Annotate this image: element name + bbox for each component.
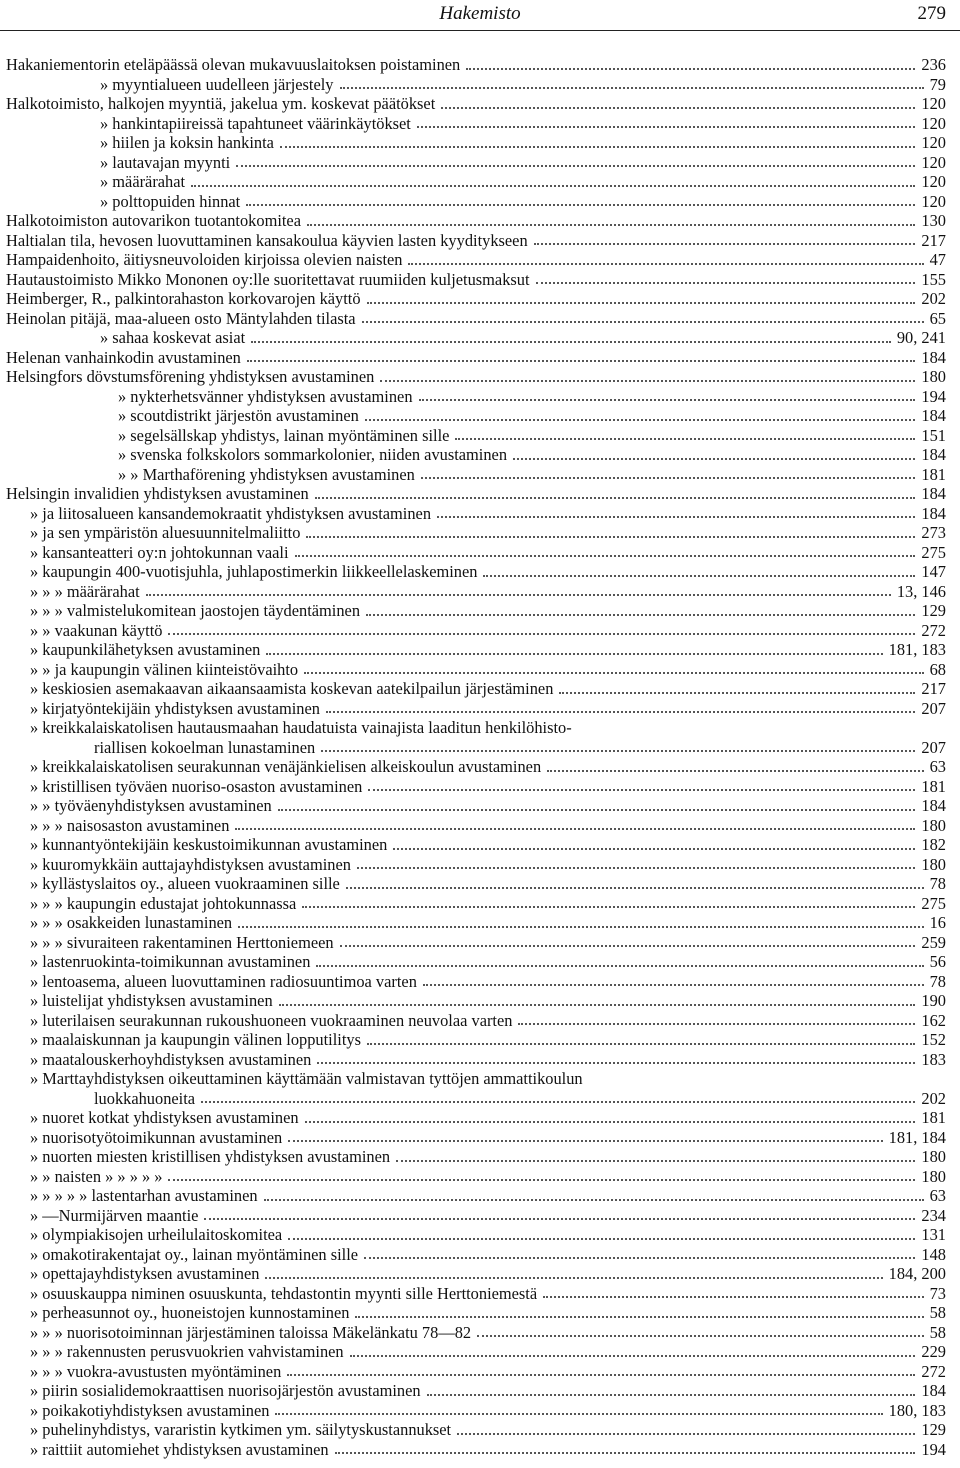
entry-page-ref: 181, 183 xyxy=(888,640,946,659)
entry-page-ref: 217 xyxy=(921,679,946,698)
entry-page-ref: 184, 200 xyxy=(888,1264,946,1283)
entry-page-ref: 217 xyxy=(921,230,946,250)
entry-text: » määrärahat xyxy=(100,172,186,191)
entry-text: » » » vuokra-avustusten myöntäminen xyxy=(30,1361,282,1381)
entry-page-ref: 120 xyxy=(921,152,946,172)
index-entry xyxy=(0,250,960,270)
leader-dots xyxy=(247,360,915,362)
leader-dots xyxy=(427,1394,915,1396)
leader-dots xyxy=(366,614,915,616)
entry-page-ref: 194 xyxy=(921,386,946,406)
index-entry xyxy=(0,933,960,953)
entry-page-ref: 120 xyxy=(921,191,946,211)
index-entry xyxy=(0,1323,960,1343)
entry-page-ref: 78 xyxy=(929,874,946,893)
index-entry xyxy=(0,640,960,660)
entry-page-ref: 180 xyxy=(921,854,946,874)
entry-text: » » » sivuraiteen rakentaminen Herttoniemeen xyxy=(30,932,334,952)
entry-text: » Marttayhdistyksen oikeuttaminen käyttämään valmistavan tyttöjen ammattikoulun xyxy=(30,1069,583,1088)
entry-page-ref: 63 xyxy=(929,1186,946,1205)
leader-dots xyxy=(340,87,925,89)
index-entry xyxy=(0,1147,960,1167)
leader-dots xyxy=(362,321,924,323)
entry-page-ref: 194 xyxy=(921,1439,946,1459)
leader-dots xyxy=(534,243,915,245)
leader-dots xyxy=(441,107,915,109)
page-header xyxy=(0,0,960,31)
entry-text: » perheasunnot oy., huoneistojen kunnostaminen xyxy=(30,1303,350,1322)
leader-dots xyxy=(367,302,915,304)
entry-page-ref: 180 xyxy=(921,1166,946,1186)
index-entry xyxy=(0,816,960,836)
index-entry xyxy=(0,192,960,212)
leader-dots xyxy=(367,1043,915,1045)
entry-page-ref: 181 xyxy=(921,776,946,796)
entry-text: Heimberger, R., palkintorahaston korkovarojen käyttö xyxy=(6,289,361,308)
leader-dots xyxy=(350,1355,915,1357)
leader-dots xyxy=(536,282,915,284)
entry-text: » » » rakennusten perusvuokrien vahvistaminen xyxy=(30,1342,344,1361)
entry-text: Halkotoimiston autovarikon tuotantokomitea xyxy=(6,211,301,230)
leader-dots xyxy=(408,263,924,265)
leader-dots xyxy=(204,1218,915,1220)
entry-page-ref: 56 xyxy=(929,952,946,971)
entry-page-ref: 13, 146 xyxy=(896,581,946,601)
index-entry xyxy=(0,1381,960,1401)
entry-page-ref: 68 xyxy=(929,659,946,679)
leader-dots xyxy=(306,536,915,538)
entry-text: Helsingfors dövstumsförening yhdistyksen avustaminen xyxy=(6,367,375,386)
index-entry xyxy=(0,1362,960,1382)
entry-page-ref: 184 xyxy=(921,796,946,815)
index-entries xyxy=(0,55,960,1459)
index-entry xyxy=(0,621,960,641)
leader-dots xyxy=(304,672,924,674)
entry-text: » kreikkalaiskatolisen seurakunnan venäjänkielisen alkeiskoulun avustaminen xyxy=(30,757,542,776)
index-entry xyxy=(0,796,960,816)
index-entry xyxy=(0,348,960,368)
index-entry xyxy=(0,94,960,114)
entry-text: » » vaakunan käyttö xyxy=(30,620,163,640)
index-entry xyxy=(0,465,960,485)
index-entry xyxy=(0,426,960,446)
entry-text: » kyllästyslaitos oy., alueen vuokraaminen sille xyxy=(30,874,340,893)
entry-text: » olympiakisojen urheilulaitoskomitea xyxy=(30,1225,283,1244)
leader-dots xyxy=(559,692,915,694)
index-entry xyxy=(0,1264,960,1284)
index-entry xyxy=(0,1167,960,1187)
entry-page-ref: 120 xyxy=(921,113,946,133)
entry-page-ref: 207 xyxy=(921,737,946,757)
entry-page-ref: 273 xyxy=(921,523,946,542)
leader-dots xyxy=(201,1101,915,1103)
entry-text: » » työväenyhdistyksen avustaminen xyxy=(30,796,272,815)
index-entry xyxy=(0,484,960,504)
entry-text: » » ja kaupungin välinen kiinteistövaihto xyxy=(30,659,299,679)
leader-dots xyxy=(483,575,915,577)
index-entry xyxy=(0,1050,960,1070)
index-entry xyxy=(0,874,960,894)
index-entry xyxy=(0,991,960,1011)
entry-text: » lastenruokinta-toimikunnan avustaminen xyxy=(30,952,311,971)
entry-text: » » » » » lastentarhan avustaminen xyxy=(30,1186,258,1205)
entry-page-ref: 151 xyxy=(921,425,946,445)
leader-dots xyxy=(279,1004,915,1006)
entry-page-ref: 184 xyxy=(921,1381,946,1400)
leader-dots xyxy=(364,1257,915,1259)
entry-text: » ja liitosalueen kansandemokraatit yhdistyksen avustaminen xyxy=(30,503,432,523)
leader-dots xyxy=(393,848,915,850)
index-entry xyxy=(0,543,960,563)
entry-text: Hampaidenhoito, äitiysneuvoloiden kirjoissa olevien naisten xyxy=(6,250,403,269)
entry-text: » keskiosien asemakaavan aikaansaamista koskevan aatekilpailun järjestäminen xyxy=(30,679,554,698)
leader-dots xyxy=(288,1238,915,1240)
entry-page-ref: 180, 183 xyxy=(888,1400,946,1420)
entry-text: » opettajayhdistyksen avustaminen xyxy=(30,1264,260,1283)
entry-text: Halkotoimisto, halkojen myyntiä, jakelua ym. koskevat päätökset xyxy=(6,94,436,113)
entry-page-ref: 184 xyxy=(921,406,946,425)
leader-dots xyxy=(417,126,915,128)
entry-text: Hautaustoimisto Mikko Mononen oy:lle suoritettavat ruumiiden kuljetusmaksut xyxy=(6,269,530,289)
leader-dots xyxy=(396,1160,915,1162)
entry-text: » hankintapiireissä tapahtuneet väärinkäytökset xyxy=(100,113,411,133)
leader-dots xyxy=(302,906,915,908)
index-entry xyxy=(0,718,960,757)
index-entry xyxy=(0,1225,960,1245)
entry-text: » kreikkalaiskatolisen hautausmaahan haudatuista vainajista laaditun henkilöhisto- xyxy=(30,718,572,737)
leader-dots xyxy=(266,653,883,655)
entry-text: » osuuskauppa niminen osuuskunta, tehdastontin myynti sille Herttoniemestä xyxy=(30,1283,538,1303)
leader-dots xyxy=(236,165,915,167)
leader-dots xyxy=(295,555,915,557)
entry-page-ref: 202 xyxy=(921,1088,946,1108)
index-entry xyxy=(0,75,960,95)
entry-page-ref: 120 xyxy=(921,94,946,113)
leader-dots xyxy=(357,867,915,869)
entry-text: » puhelinyhdistys, vararistin kytkimen ym. säilytyskustannukset xyxy=(30,1420,452,1439)
entry-page-ref: 129 xyxy=(921,1420,946,1439)
index-entry xyxy=(0,406,960,426)
index-entry xyxy=(0,855,960,875)
leader-dots xyxy=(287,1374,915,1376)
index-entry xyxy=(0,835,960,855)
entry-text: » kristillisen työväen nuoriso-osaston avustaminen xyxy=(30,776,363,796)
entry-text: » » naisten » » » » » xyxy=(30,1166,163,1186)
index-entry xyxy=(0,601,960,621)
index-entry xyxy=(0,1030,960,1050)
entry-text: » segelsällskap yhdistys, lainan myöntäminen sille xyxy=(118,425,450,445)
leader-dots xyxy=(264,1199,924,1201)
entry-page-ref: 63 xyxy=(929,757,946,776)
entry-page-ref: 229 xyxy=(921,1342,946,1361)
entry-text: » nuorten miesten kristillisen yhdistyksen avustaminen xyxy=(30,1147,391,1166)
entry-page-ref: 180 xyxy=(921,815,946,835)
entry-page-ref: 184 xyxy=(921,347,946,367)
leader-dots xyxy=(335,1452,915,1454)
entry-text: » scoutdistrikt järjestön avustaminen xyxy=(118,406,359,425)
leader-dots xyxy=(168,1179,915,1181)
leader-dots xyxy=(368,789,915,791)
index-entry xyxy=(0,114,960,134)
index-entry xyxy=(0,582,960,602)
entry-text: » raittiit automiehet yhdistyksen avustaminen xyxy=(30,1439,329,1459)
entry-page-ref: 78 xyxy=(929,971,946,991)
entry-text: » maalaiskunnan ja kaupungin välinen lopputilitys xyxy=(30,1030,361,1049)
entry-text: » maatalouskerhoyhdistyksen avustaminen xyxy=(30,1049,312,1069)
index-entry xyxy=(0,231,960,251)
index-entry xyxy=(0,133,960,153)
index-entry xyxy=(0,1420,960,1440)
entry-text: » hiilen ja koksin hankinta xyxy=(100,133,274,152)
entry-text: Hakaniementorin eteläpäässä olevan mukavuuslaitoksen poistaminen xyxy=(6,55,461,74)
entry-text: » luterilaisen seurakunnan rukoushuoneen vuokraaminen neuvolaa varten xyxy=(30,1010,513,1030)
entry-page-ref: 73 xyxy=(929,1283,946,1303)
index-entry xyxy=(0,1440,960,1460)
entry-text: » luistelijat yhdistyksen avustaminen xyxy=(30,991,273,1010)
entry-continuation: luokkahuoneita xyxy=(94,1088,196,1108)
leader-dots xyxy=(455,438,915,440)
entry-page-ref: 120 xyxy=(921,133,946,152)
entry-page-ref: 184 xyxy=(921,445,946,464)
entry-page-ref: 129 xyxy=(921,601,946,620)
entry-page-ref: 79 xyxy=(929,74,946,94)
entry-page-ref: 58 xyxy=(929,1303,946,1322)
entry-text: » poikakotiyhdistyksen avustaminen xyxy=(30,1400,270,1420)
leader-dots xyxy=(477,1335,924,1337)
index-entry xyxy=(0,1069,960,1108)
entry-page-ref: 90, 241 xyxy=(896,328,946,347)
index-entry xyxy=(0,757,960,777)
index-entry xyxy=(0,1245,960,1265)
entry-page-ref: 120 xyxy=(921,172,946,191)
index-entry xyxy=(0,777,960,797)
entry-text: Heinolan pitäjä, maa-alueen osto Mäntylahden tilasta xyxy=(6,308,356,328)
entry-text: Helenan vanhainkodin avustaminen xyxy=(6,347,241,367)
entry-page-ref: 184 xyxy=(921,503,946,523)
leader-dots xyxy=(340,945,915,947)
index-entry xyxy=(0,562,960,582)
leader-dots xyxy=(421,477,915,479)
entry-page-ref: 190 xyxy=(921,991,946,1010)
entry-text: » lentoasema, alueen luovuttaminen radiosuuntimoa varten xyxy=(30,971,417,991)
leader-dots xyxy=(419,399,915,401)
entry-page-ref: 202 xyxy=(921,289,946,308)
entry-page-ref: 275 xyxy=(921,893,946,913)
leader-dots xyxy=(423,984,924,986)
entry-page-ref: 47 xyxy=(929,250,946,269)
entry-page-ref: 130 xyxy=(921,211,946,230)
leader-dots xyxy=(280,146,915,148)
entry-page-ref: 16 xyxy=(929,913,946,932)
index-entry xyxy=(0,504,960,524)
entry-text: » nuorisotyötoimikunnan avustaminen xyxy=(30,1127,283,1147)
index-entry xyxy=(0,972,960,992)
leader-dots xyxy=(278,809,915,811)
leader-dots xyxy=(275,1413,883,1415)
entry-text: » svenska folkskolors sommarkolonier, niiden avustaminen xyxy=(118,445,508,464)
leader-dots xyxy=(543,1296,924,1298)
index-entry xyxy=(0,699,960,719)
leader-dots xyxy=(146,594,891,596)
leader-dots xyxy=(437,516,915,518)
leader-dots xyxy=(466,68,915,70)
entry-text: » omakotirakentajat oy., lainan myöntäminen sille xyxy=(30,1244,359,1264)
entry-text: » kunnantyöntekijäin keskustoimikunnan avustaminen xyxy=(30,835,388,854)
entry-page-ref: 272 xyxy=(921,620,946,640)
entry-text: » lautavajan myynti xyxy=(100,152,231,172)
index-entry xyxy=(0,55,960,75)
index-entry xyxy=(0,1206,960,1226)
index-entry xyxy=(0,270,960,290)
entry-text: » » » kaupungin edustajat johtokunnassa xyxy=(30,893,297,913)
leader-dots xyxy=(305,1121,915,1123)
entry-page-ref: 259 xyxy=(921,932,946,952)
entry-page-ref: 148 xyxy=(921,1244,946,1264)
entry-text: » kansanteatteri oy:n johtokunnan vaali xyxy=(30,542,289,562)
index-entry xyxy=(0,1186,960,1206)
index-entry xyxy=(0,387,960,407)
running-title: Hakemisto xyxy=(439,3,521,24)
leader-dots xyxy=(518,1023,915,1025)
entry-text: Helsingin invalidien yhdistyksen avustaminen xyxy=(6,484,309,503)
leader-dots xyxy=(513,458,915,460)
entry-page-ref: 275 xyxy=(921,542,946,562)
entry-page-ref: 181, 184 xyxy=(888,1127,946,1147)
index-entry xyxy=(0,1128,960,1148)
entry-text: » polttopuiden hinnat xyxy=(100,191,241,211)
entry-page-ref: 272 xyxy=(921,1361,946,1381)
entry-text: » » » määrärahat xyxy=(30,581,140,601)
entry-page-ref: 58 xyxy=(929,1322,946,1342)
entry-page-ref: 155 xyxy=(921,269,946,289)
leader-dots xyxy=(238,926,924,928)
entry-page-ref: 184 xyxy=(921,484,946,503)
entry-text: » kaupunkilähetyksen avustaminen xyxy=(30,640,261,659)
leader-dots xyxy=(547,770,924,772)
leader-dots xyxy=(355,1316,924,1318)
index-entry xyxy=(0,523,960,543)
index-entry xyxy=(0,1401,960,1421)
entry-text: » kuuromykkäin auttajayhdistyksen avustaminen xyxy=(30,854,351,874)
leader-dots xyxy=(317,1062,915,1064)
index-entry xyxy=(0,289,960,309)
entry-text: » myyntialueen uudelleen järjestely xyxy=(100,74,334,94)
index-entry xyxy=(0,679,960,699)
entry-page-ref: 183 xyxy=(921,1049,946,1069)
entry-page-ref: 181 xyxy=(921,1108,946,1127)
leader-dots xyxy=(288,1140,883,1142)
leader-dots xyxy=(265,1277,883,1279)
index-entry xyxy=(0,1108,960,1128)
leader-dots xyxy=(365,419,915,421)
entry-text: » » » osakkeiden lunastaminen xyxy=(30,913,233,932)
index-entry xyxy=(0,1342,960,1362)
index-entry xyxy=(0,913,960,933)
leader-dots xyxy=(315,497,915,499)
entry-page-ref: 180 xyxy=(921,1147,946,1166)
entry-text: » nuoret kotkat yhdistyksen avustaminen xyxy=(30,1108,299,1127)
index-entry xyxy=(0,952,960,972)
index-entry xyxy=(0,172,960,192)
leader-dots xyxy=(316,965,924,967)
index-entry xyxy=(0,153,960,173)
entry-continuation: riallisen kokoelman lunastaminen xyxy=(94,737,316,757)
index-entry xyxy=(0,660,960,680)
leader-dots xyxy=(307,224,915,226)
entry-page-ref: 152 xyxy=(921,1030,946,1049)
leader-dots xyxy=(380,380,915,382)
entry-text: » ja sen ympäristön aluesuunnitelmaliitto xyxy=(30,523,301,542)
entry-text: » sahaa koskevat asiat xyxy=(100,328,246,347)
index-entry xyxy=(0,309,960,329)
index-entry xyxy=(0,445,960,465)
leader-dots xyxy=(168,633,915,635)
entry-text: » piirin sosialidemokraattisen nuorisojärjestön avustaminen xyxy=(30,1381,421,1400)
entry-page-ref: 181 xyxy=(921,464,946,484)
entry-text: » kirjatyöntekijäin yhdistyksen avustaminen xyxy=(30,698,320,718)
index-entry xyxy=(0,1011,960,1031)
leader-dots xyxy=(246,204,915,206)
index-entry xyxy=(0,1303,960,1323)
index-entry xyxy=(0,328,960,348)
index-entry xyxy=(0,1284,960,1304)
entry-text: » nykterhetsvänner yhdistyksen avustaminen xyxy=(118,386,413,406)
leader-dots xyxy=(457,1433,915,1435)
leader-dots xyxy=(251,341,891,343)
index-entry xyxy=(0,367,960,387)
index-entry xyxy=(0,894,960,914)
entry-text: » » » naisosaston avustaminen xyxy=(30,815,230,835)
entry-page-ref: 207 xyxy=(921,698,946,718)
entry-text: » kaupungin 400-vuotisjuhla, juhlapostimerkin liikkeellelaskeminen xyxy=(30,562,478,581)
entry-page-ref: 234 xyxy=(921,1205,946,1225)
leader-dots xyxy=(191,185,915,187)
entry-page-ref: 236 xyxy=(921,55,946,74)
entry-text: » —Nurmijärven maantie xyxy=(30,1205,199,1225)
entry-page-ref: 65 xyxy=(929,308,946,328)
entry-text: » » » valmistelukomitean jaostojen täydentäminen xyxy=(30,601,361,620)
entry-text: » » » nuorisotoiminnan järjestäminen taloissa Mäkelänkatu 78—82 xyxy=(30,1322,472,1342)
index-entry xyxy=(0,211,960,231)
entry-text: Haltialan tila, hevosen luovuttaminen kansakoulua käyvien lasten kyydit​ykseen xyxy=(6,230,528,250)
leader-dots xyxy=(326,711,915,713)
leader-dots xyxy=(346,887,924,889)
leader-dots xyxy=(321,750,915,752)
entry-page-ref: 147 xyxy=(921,562,946,581)
entry-page-ref: 131 xyxy=(921,1225,946,1244)
page-number: 279 xyxy=(917,3,946,24)
entry-page-ref: 180 xyxy=(921,367,946,386)
entry-page-ref: 162 xyxy=(921,1010,946,1030)
entry-text: » » Marthaförening yhdistyksen avustaminen xyxy=(118,464,415,484)
entry-page-ref: 182 xyxy=(921,835,946,854)
leader-dots xyxy=(235,828,915,830)
